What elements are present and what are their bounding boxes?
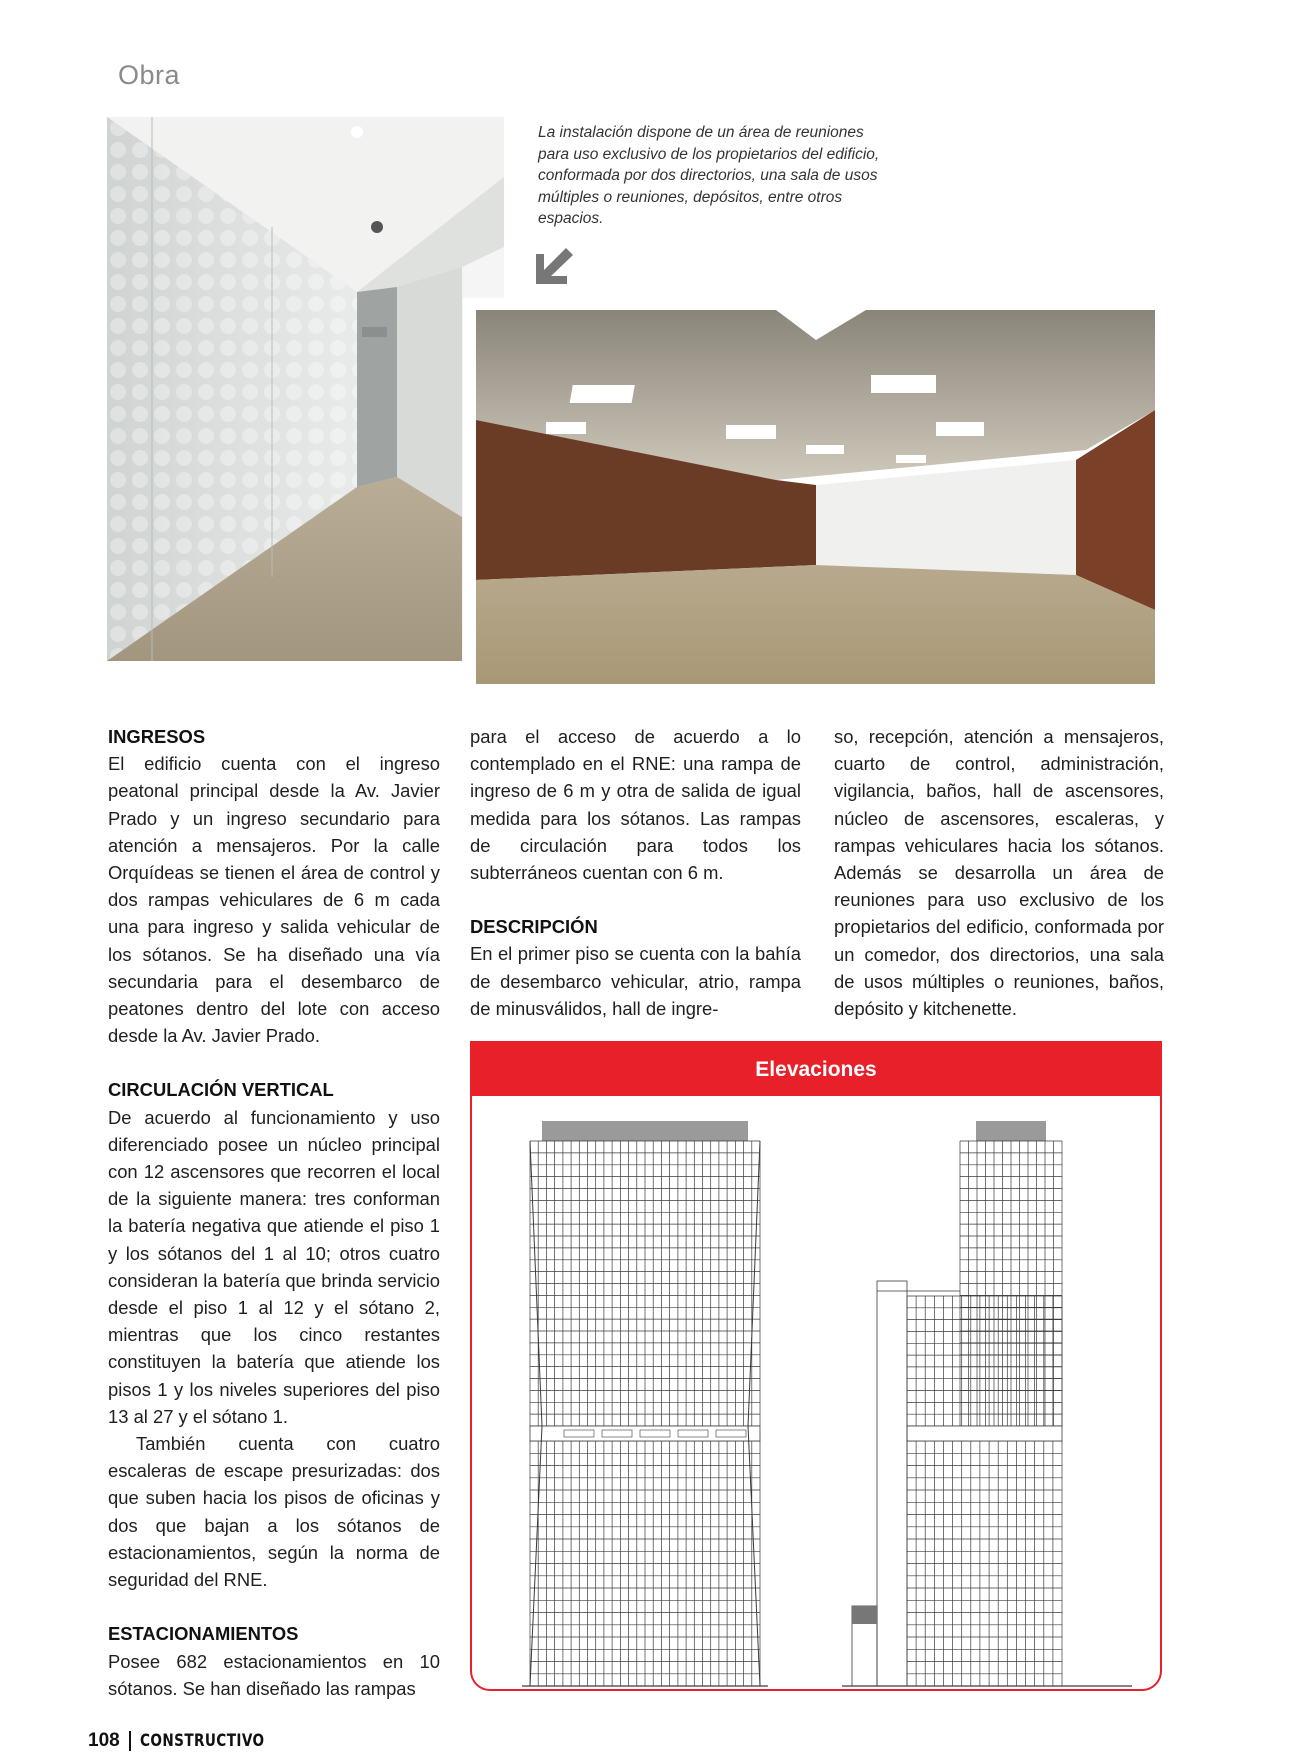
section-label: Obra [118, 60, 181, 90]
text-column-1 [108, 723, 440, 1702]
arrow-down-left-icon [536, 248, 574, 284]
heading-descripcion: DESCRIPCIÓN [470, 916, 598, 938]
figure-title: Elevaciones [472, 1043, 1160, 1096]
magazine-name: CONSTRUCTIVO [139, 1731, 265, 1751]
photo-caption: La instalación dispone de un área de reuniones para uso exclusivo de los propietarios del edificio, conformada por dos directorios, una sala de usos múltiples o reuniones, depósitos, entre otros espacios. [538, 124, 880, 227]
paragraph-circulacion-1: De acuerdo al funcionamiento y uso diferenciado posee un núcleo principal con 12 ascensores que recorren el local de la siguiente manera: tres conforman la batería negativa que atiende el piso 1 y los sótanos del 1 al 10; otros cuatro consideran la batería que brinda servicio desde el piso 1 al 12 y el sótano 2, mientras que los cinco restantes constituyen la batería que atiende los pisos 1 y los niveles superiores del piso 13 al 27 y el sótano 1. [108, 1106, 440, 1427]
paragraph-circulacion-2: También cuenta con cuatro escaleras de escape presurizadas: dos que suben hacia los pisos de oficinas y dos que bajan a los sótanos de estacionamientos, según la norma de seguridad del RNE. [108, 1433, 440, 1591]
meeting-room-photo [463, 298, 1168, 688]
heading-circulacion-vertical: CIRCULACIÓN VERTICAL [108, 1079, 334, 1101]
paragraph-ingresos: El edificio cuenta con el ingreso peatonal principal desde la Av. Javier Prado y un ingreso secundario para atención a mensajeros. Por la calle Orquídeas se tienen el área de control y dos rampas vehiculares de 6 m cada una para ingreso y salida vehicular de los sótanos. Se ha diseñado una vía secundaria para el desembarco de peatones dentro del lote con acceso desde la Av. Javier Prado. [108, 753, 440, 1047]
elevations-figure [470, 1041, 1162, 1691]
paragraph-descripcion: En el primer piso se cuenta con la bahía de desembarco vehicular, atrio, rampa de minusválidos, hall de ingre- [470, 943, 801, 1019]
paragraph-estacionamientos: Posee 682 estacionamientos en 10 sótanos. Se han diseñado las rampas [108, 1650, 440, 1699]
page-footer [88, 1730, 295, 1752]
footer-divider [129, 1731, 131, 1751]
heading-ingresos: INGRESOS [108, 726, 206, 747]
corridor-photo [107, 117, 504, 661]
paragraph-rampas: para el acceso de acuerdo a lo contemplado en el RNE: una rampa de ingreso de 6 m y otra de salida de igual medida para los sótanos. Las rampas de circulación para todos los subterráneos cuentan con 6 m. [470, 726, 801, 884]
heading-estacionamientos: ESTACIONAMIENTOS [108, 1623, 299, 1645]
elevation-drawing [472, 1096, 1160, 1691]
text-column-2 [470, 723, 801, 1022]
paragraph-descripcion-cont: so, recepción, atención a mensajeros, cuarto de control, administración, vigilancia, baños, hall de ascensores, núcleo de ascensores, escaleras, y rampas vehiculares hacia los sótanos. Además se desarrolla un área de reuniones para uso exclusivo de los propietarios del edificio, conformada por un comedor, dos directorios, una sala de usos múltiples o reuniones, baños, depósito y kitchenette. [834, 726, 1164, 1020]
page-number: 108 [88, 1730, 120, 1751]
text-column-3 [834, 723, 1164, 1022]
